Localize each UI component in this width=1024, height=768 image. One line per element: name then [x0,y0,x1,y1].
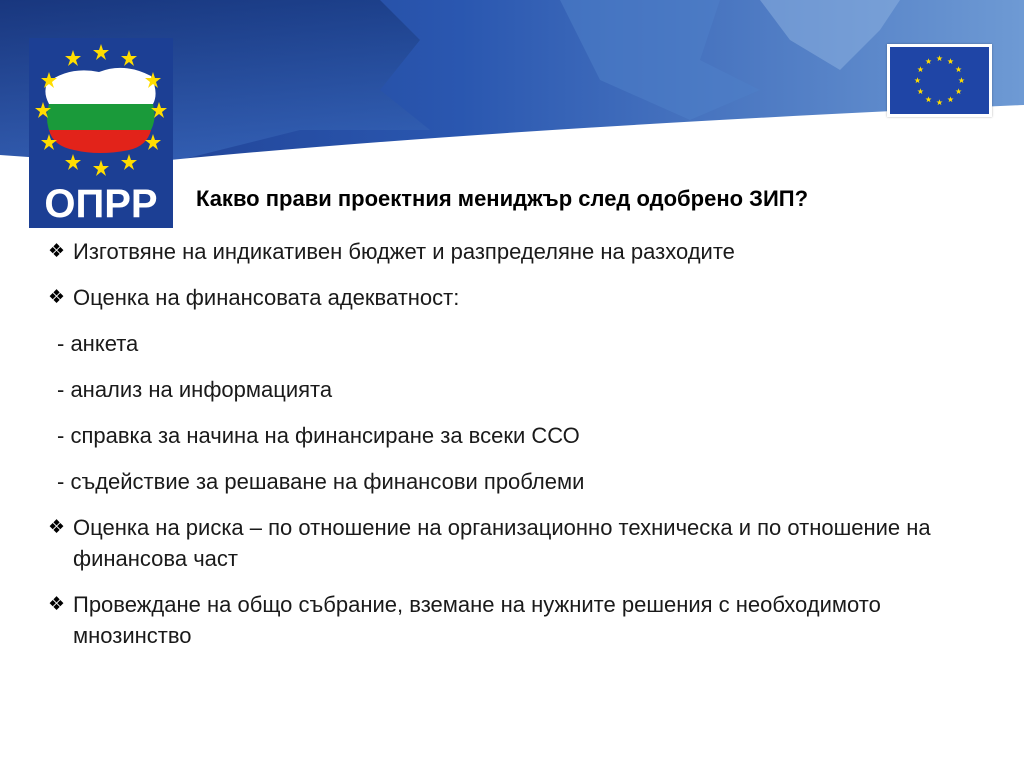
list-item-text: Провеждане на общо събрание, вземане на нужните решения с необходимото мнозинство [73,592,881,648]
bulgaria-map-icon [29,38,173,183]
list-item [48,512,988,574]
list-item-text: Оценка на риска – по отношение на организационно техническа и по отношение на финансова част [73,515,931,571]
page-title: Какво прави проектния мениджър след одобрено ЗИП? [196,186,809,211]
diamond-bullet-icon: ❖ [48,516,66,538]
list-item [48,236,988,267]
opr-logo [29,38,173,228]
sub-item: - анкета [57,331,139,356]
diamond-bullet-icon: ❖ [48,240,66,262]
sub-item: - съдействие за решаване на финансови проблеми [57,469,585,494]
bullet-list [48,236,988,666]
sub-item: - справка за начина на финансиране за всеки ССО [57,423,580,448]
diamond-bullet-icon: ❖ [48,593,66,615]
diamond-bullet-icon: ❖ [48,286,66,308]
list-item-text: Оценка на финансовата адекватност: [73,285,460,310]
list-item-text: Изготвяне на индикативен бюджет и разпределяне на разходите [73,239,735,264]
list-item [48,589,988,651]
list-item [48,282,988,313]
sub-item: - анализ на информацията [57,377,333,402]
logo-text: ОПРР [29,180,173,228]
eu-flag-icon [887,44,992,117]
